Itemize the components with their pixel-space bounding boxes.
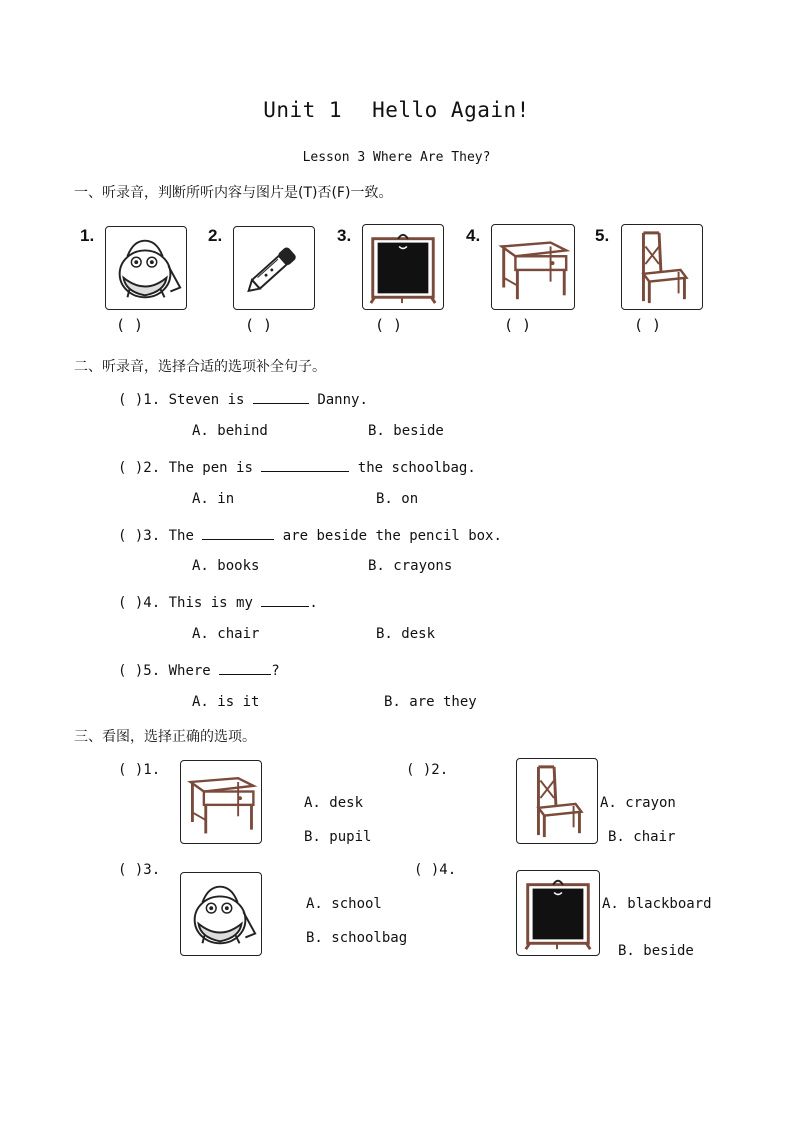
s2-question-2: [118, 457, 476, 476]
desk-icon: [180, 760, 262, 844]
s3-q4-answer-paren[interactable]: ( )4.: [414, 862, 457, 878]
s2-q2-text-post: the schoolbag.: [357, 460, 476, 476]
s2-q3-option-b[interactable]: B. crayons: [368, 558, 453, 574]
section2-heading: 二、听录音，选择合适的选项补全句子。: [74, 359, 326, 375]
s3-q1-option-b[interactable]: B. pupil: [304, 829, 372, 845]
s2-q3-option-a[interactable]: A. books: [192, 558, 260, 574]
s2-q3-answer-paren[interactable]: ( )3.: [118, 528, 161, 544]
blackboard-icon: [362, 224, 444, 310]
s3-q2-option-a[interactable]: A. crayon: [600, 795, 676, 811]
s3-q3-answer-paren[interactable]: ( )3.: [118, 862, 161, 878]
s2-q5-option-a[interactable]: A. is it: [192, 694, 260, 710]
item4-number: 4.: [466, 226, 481, 245]
s2-q3-text-post: are beside the pencil box.: [282, 528, 502, 544]
s3-q2-option-b[interactable]: B. chair: [608, 829, 676, 845]
pen-icon: [233, 226, 315, 310]
s2-question-4: [118, 592, 318, 611]
s2-q1-text-post: Danny.: [317, 392, 368, 408]
section1-heading: 一、听录音，判断所听内容与图片是(T)否(F)一致。: [74, 185, 393, 201]
s2-q1-option-a[interactable]: A. behind: [192, 423, 268, 439]
s2-q4-blank[interactable]: [261, 592, 309, 607]
desk-icon: [491, 224, 575, 310]
item5-answer-paren[interactable]: ( ): [634, 316, 662, 334]
unit-label: Unit 1: [263, 98, 343, 122]
s2-q5-text-pre: Where: [168, 663, 211, 679]
item3-answer-paren[interactable]: ( ): [375, 316, 403, 334]
s2-q1-blank[interactable]: [253, 389, 309, 404]
s2-q1-answer-paren[interactable]: ( )1.: [118, 392, 161, 408]
page-title: [0, 98, 793, 122]
s2-q4-answer-paren[interactable]: ( )4.: [118, 595, 161, 611]
s3-q1-option-a[interactable]: A. desk: [304, 795, 364, 811]
s2-q4-text-post: .: [309, 595, 318, 611]
s2-q3-blank[interactable]: [202, 525, 274, 540]
s3-q4-option-a[interactable]: A. blackboard: [602, 896, 712, 912]
unit-name: Hello Again!: [372, 98, 530, 122]
s2-q5-answer-paren[interactable]: ( )5.: [118, 663, 161, 679]
s2-q3-text-pre: The: [168, 528, 194, 544]
item5-number: 5.: [595, 226, 610, 245]
s2-question-3: [118, 525, 502, 544]
s2-q2-text-pre: The pen is: [168, 460, 253, 476]
s2-q2-option-a[interactable]: A. in: [192, 491, 235, 507]
item3-number: 3.: [337, 226, 352, 245]
s2-q4-option-a[interactable]: A. chair: [192, 626, 260, 642]
schoolbag-icon: [180, 872, 262, 956]
item2-number: 2.: [208, 226, 223, 245]
item1-number: 1.: [80, 226, 95, 245]
s2-q2-blank[interactable]: [261, 457, 349, 472]
s3-q4-option-b[interactable]: B. beside: [618, 943, 694, 959]
s2-question-5: [118, 660, 280, 679]
s2-q1-text-pre: Steven is: [168, 392, 245, 408]
s2-q4-option-b[interactable]: B. desk: [376, 626, 436, 642]
schoolbag-icon: [105, 226, 187, 310]
s3-q1-answer-paren[interactable]: ( )1.: [118, 762, 161, 778]
section3-heading: 三、看图，选择正确的选项。: [74, 729, 256, 745]
s3-q3-option-b[interactable]: B. schoolbag: [306, 930, 408, 946]
item4-answer-paren[interactable]: ( ): [504, 316, 532, 334]
s2-q5-text-post: ?: [271, 663, 280, 679]
blackboard-icon: [516, 870, 600, 956]
lesson-subtitle: Lesson 3 Where Are They?: [302, 150, 491, 165]
s3-q2-answer-paren[interactable]: ( )2.: [406, 762, 449, 778]
item2-answer-paren[interactable]: ( ): [245, 316, 273, 334]
s2-q5-option-b[interactable]: B. are they: [384, 694, 477, 710]
s2-question-1: [118, 389, 368, 408]
s2-q2-answer-paren[interactable]: ( )2.: [118, 460, 161, 476]
chair-icon: [516, 758, 598, 844]
s2-q5-blank[interactable]: [219, 660, 271, 675]
s2-q4-text-pre: This is my: [168, 595, 253, 611]
s3-q3-option-a[interactable]: A. school: [306, 896, 382, 912]
s2-q2-option-b[interactable]: B. on: [376, 491, 419, 507]
s2-q1-option-b[interactable]: B. beside: [368, 423, 444, 439]
item1-answer-paren[interactable]: ( ): [116, 316, 144, 334]
chair-icon: [621, 224, 703, 310]
